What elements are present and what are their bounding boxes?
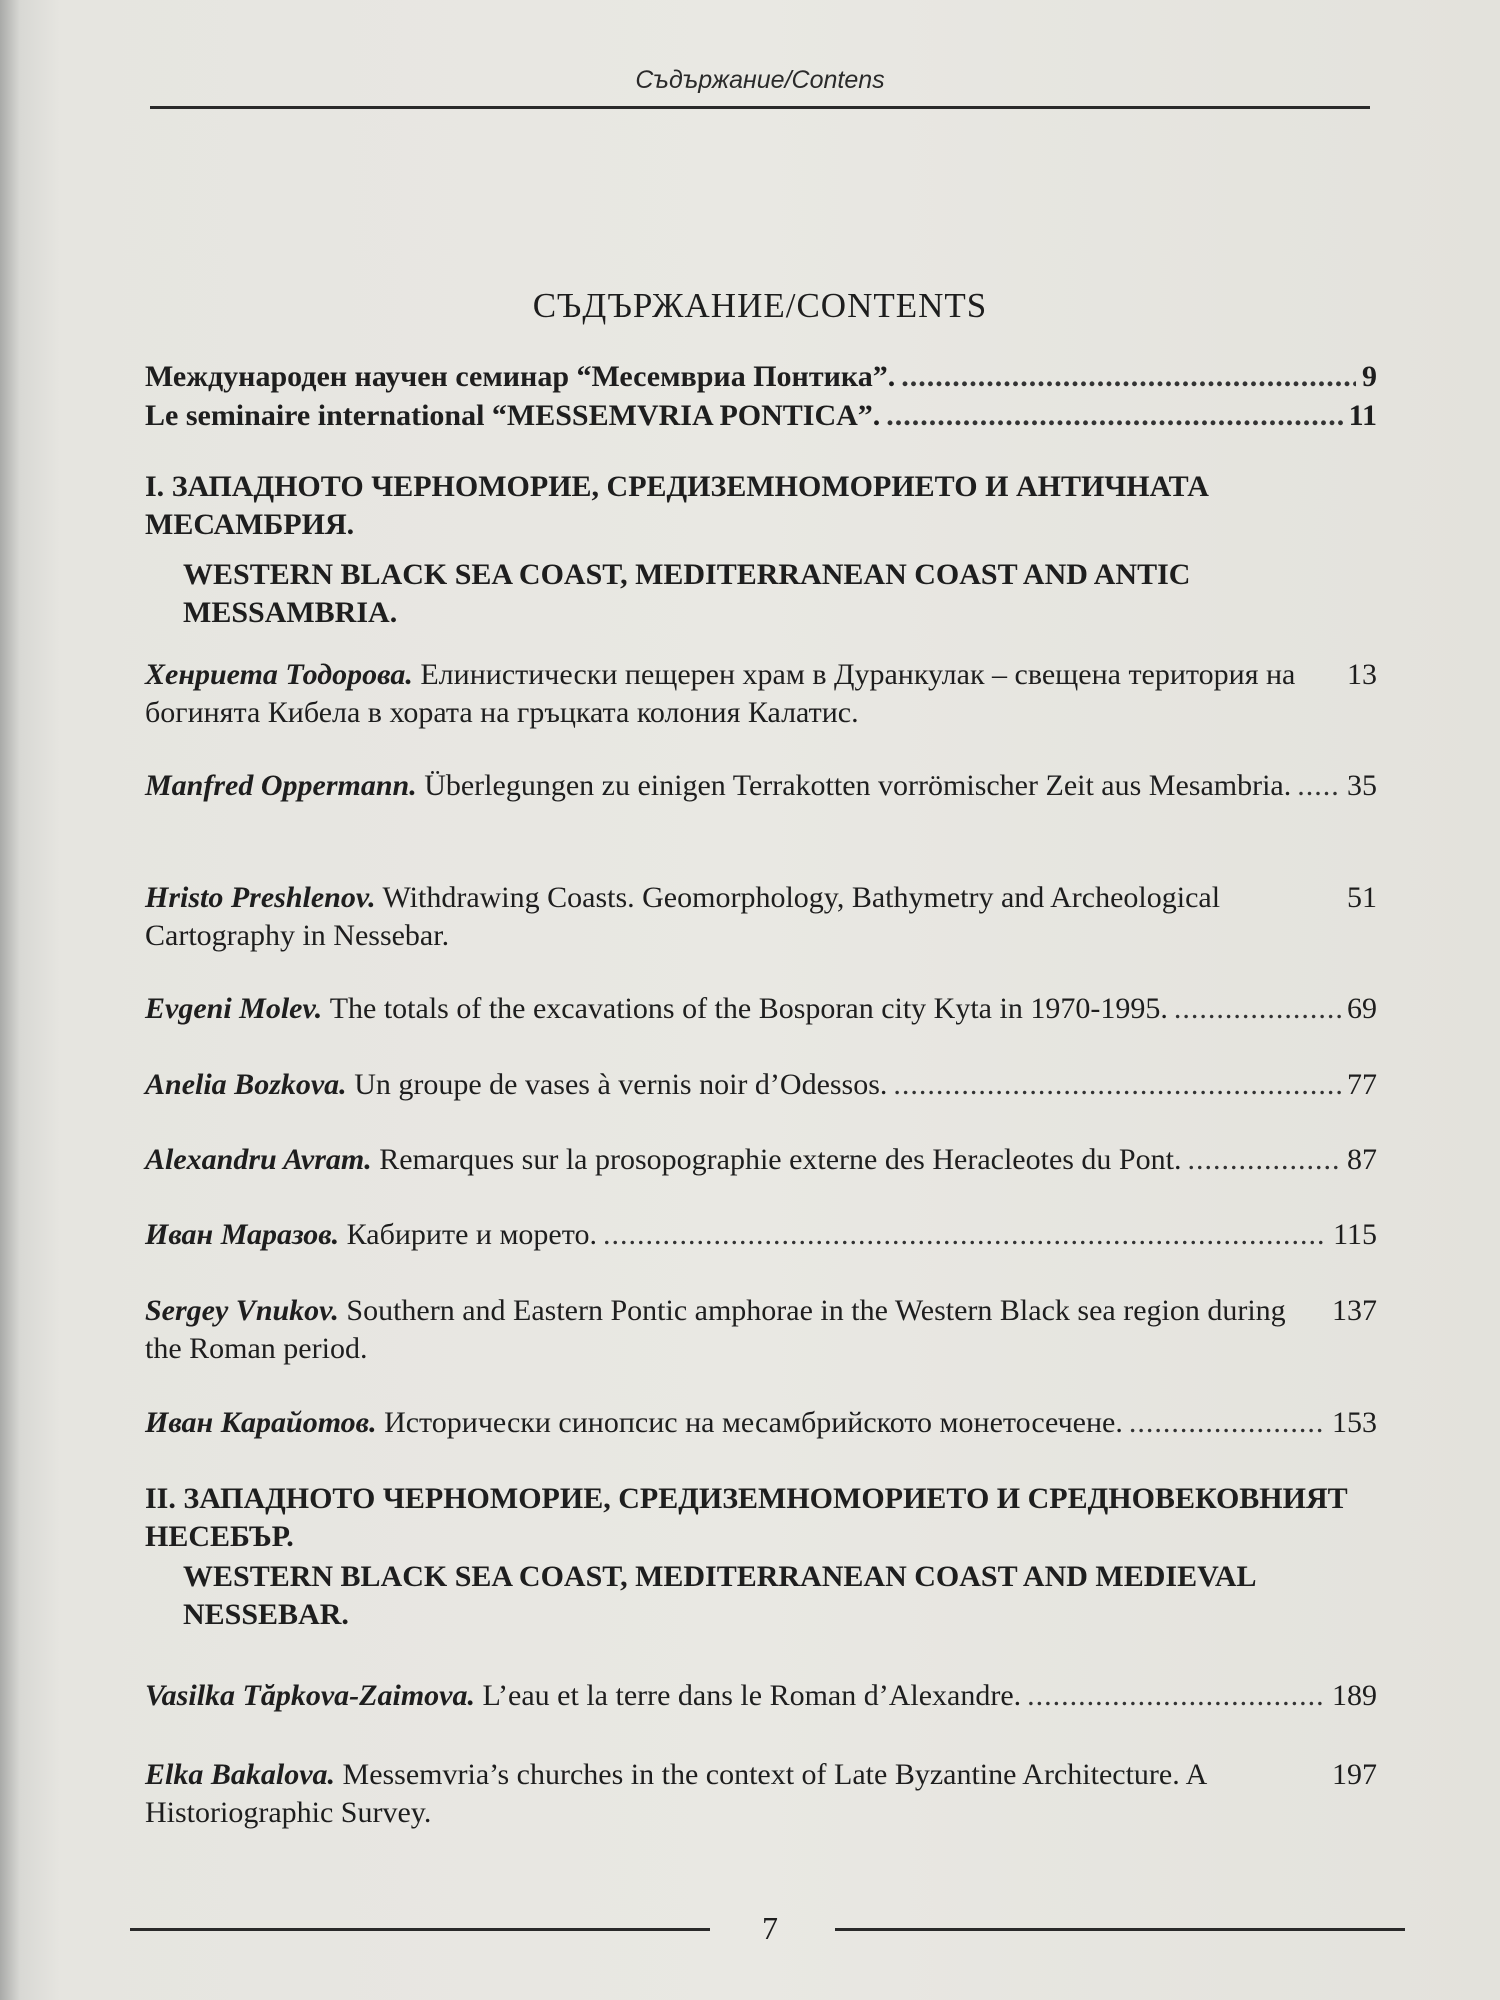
page-number: 51 [1347,881,1377,914]
page-number-folio: 7 [762,1910,778,1946]
running-head: Съдържание/Contens [635,66,885,94]
page-number: 115 [1333,1218,1377,1251]
page-number: 197 [1332,1758,1377,1791]
leader-dots [1174,990,1341,1028]
entry-author: Manfred Oppermann. [145,769,417,802]
entry-author: Alexandru Avram. [145,1143,372,1176]
leader-dots [893,1066,1341,1104]
entry-author: Хенриета Тодорова. [145,658,413,691]
entry-title: L’eau et la terre dans le Roman d’Alexandre. [482,1679,1022,1712]
section-title-en: WESTERN BLACK SEA COAST, MEDITERRANEAN COAST AND ANTIC MESSAMBRIA. [183,558,1191,629]
entry-author: Anelia Bozkova. [145,1068,347,1101]
entry-author: Иван Маразов. [145,1218,340,1251]
leader-dots [1027,1677,1326,1715]
entry-title: Überlegungen zu einigen Terrakotten vorrömischer Zeit aus Mesambria. [424,769,1292,802]
leader-dots [901,358,1356,396]
toc-entry [145,1756,1377,1832]
page-number: 87 [1347,1143,1377,1176]
page-number: 35 [1347,769,1377,802]
entry-title: Кабирите и морето. [346,1218,597,1251]
toc-entry [145,1404,1377,1442]
page-number: 9 [1362,360,1377,393]
section-title-bg: II. ЗАПАДНОТО ЧЕРНОМОРИЕ, СРЕДИЗЕМНОМОРИЕТО И СРЕДНОВЕКОВНИЯТ НЕСЕБЪР. [145,1482,1348,1553]
page-number: 13 [1347,658,1377,691]
entry-title: Исторически синопсис на месамбрийското монетосечене. [384,1406,1123,1439]
entry-title: Le seminaire international “MESSEMVRIA PONTICA”. [145,399,881,432]
section-title-en: WESTERN BLACK SEA COAST, MEDITERRANEAN COAST AND MEDIEVAL NESSEBAR. [183,1560,1255,1631]
toc-entry [145,1292,1377,1368]
section-heading-1 [145,468,1385,632]
toc-entry-seminar-bg [145,358,1377,396]
entry-author: Vasilka Tăpkova-Zaimova. [145,1679,475,1712]
toc-entry [145,1216,1377,1254]
header-rule [150,106,1370,109]
entry-title: Un groupe de vases à vernis noir d’Odessos. [354,1068,888,1101]
toc-entry-seminar-fr [145,397,1377,435]
leader-dots [1129,1404,1326,1442]
footer-rule-right [835,1928,1405,1931]
leader-dots [603,1216,1327,1254]
page-number: 69 [1347,992,1377,1025]
entry-title: The totals of the excavations of the Bosporan city Kyta in 1970-1995. [329,992,1168,1025]
toc-entry [145,1141,1377,1179]
page-number: 11 [1348,399,1377,432]
toc-entry [145,767,1377,805]
contents-title: СЪДЪРЖАНИЕ/CONTENTS [532,286,988,325]
entry-title: Елинистически пещерен храм в Дуранкулак – свещена територия на богинята Кибела в хората на гръцката колония Калатис. [145,658,1296,729]
entry-title: Southern and Eastern Pontic amphorae in the Western Black sea region during the Roman period. [145,1294,1286,1365]
entry-author: Иван Карайотов. [145,1406,377,1439]
toc-entry [145,879,1377,955]
toc-entry [145,656,1377,732]
entry-author: Elka Bakalova. [145,1758,336,1791]
leader-dots [886,397,1342,435]
toc-entry [145,1066,1377,1104]
entry-title: Messemvria’s churches in the context of Late Byzantine Architecture. A Historiographic Survey. [145,1758,1206,1829]
page-number: 77 [1347,1068,1377,1101]
footer-rule-left [130,1928,710,1931]
entry-title: Международен научен семинар “Месемвриа Понтика”. [145,360,896,393]
entry-title: Withdrawing Coasts. Geomorphology, Bathymetry and Archeological Cartography in Nessebar. [145,881,1221,952]
page-number: 189 [1332,1679,1377,1712]
page-number: 153 [1332,1406,1377,1439]
toc-entry [145,990,1377,1028]
toc-entry [145,1677,1377,1715]
section-heading-2 [145,1480,1400,1634]
entry-author: Sergey Vnukov. [145,1294,339,1327]
entry-author: Hristo Preshlenov. [145,881,376,914]
page-number: 137 [1332,1294,1377,1327]
leader-dots [1187,1141,1341,1179]
entry-title: Remarques sur la prosopographie externe des Heracleotes du Pont. [379,1143,1182,1176]
entry-author: Evgeni Molev. [145,992,323,1025]
section-title-bg: I. ЗАПАДНОТО ЧЕРНОМОРИЕ, СРЕДИЗЕМНОМОРИЕТО И АНТИЧНАТА МЕСАМБРИЯ. [145,470,1209,541]
leader-dots [1297,767,1341,805]
